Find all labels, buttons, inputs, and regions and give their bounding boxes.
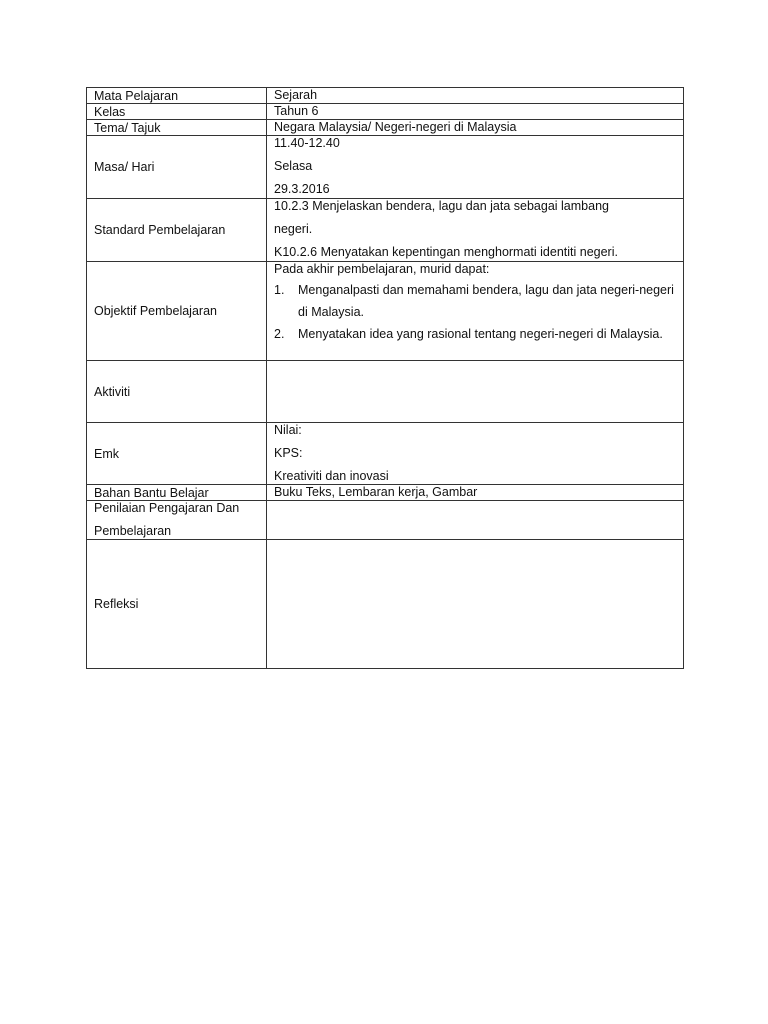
value-kelas: Tahun 6 <box>267 104 684 120</box>
value-bahan: Buku Teks, Lembaran kerja, Gambar <box>267 485 684 501</box>
row-objektif <box>87 262 684 361</box>
value-refleksi <box>267 540 684 669</box>
row-kelas <box>87 104 684 120</box>
row-mata-pelajaran <box>87 88 684 104</box>
row-masa <box>87 136 684 199</box>
list-item-number: 2. <box>274 327 285 341</box>
objektif-intro: Pada akhir pembelajaran, murid dapat: <box>274 262 490 276</box>
row-tema <box>87 120 684 136</box>
emk-kps: KPS: <box>274 446 303 460</box>
masa-time: 11.40-12.40 <box>274 136 340 150</box>
lesson-plan-table <box>86 87 684 669</box>
label-mata-pelajaran: Mata Pelajaran <box>87 88 267 104</box>
list-item-number: 1. <box>274 283 285 297</box>
label-standard: Standard Pembelajaran <box>87 199 267 262</box>
emk-nilai: Nilai: <box>274 423 302 437</box>
label-refleksi: Refleksi <box>87 540 267 669</box>
row-emk <box>87 423 684 485</box>
value-objektif <box>267 262 684 361</box>
value-tema: Negara Malaysia/ Negeri-negeri di Malaysia <box>267 120 684 136</box>
label-tema: Tema/ Tajuk <box>87 120 267 136</box>
emk-kreativiti: Kreativiti dan inovasi <box>274 469 389 483</box>
value-mata-pelajaran: Sejarah <box>267 88 684 104</box>
penilaian-label-line1: Penilaian Pengajaran Dan <box>94 501 240 515</box>
masa-date: 29.3.2016 <box>274 182 330 196</box>
label-aktiviti: Aktiviti <box>87 361 267 423</box>
label-penilaian <box>87 501 267 540</box>
standard-line1: 10.2.3 Menjelaskan bendera, lagu dan jata sebagai lambang <box>274 199 609 213</box>
standard-line2: K10.2.6 Menyatakan kepentingan menghormati identiti negeri. <box>274 245 618 259</box>
row-penilaian <box>87 501 684 540</box>
label-bahan: Bahan Bantu Belajar <box>87 485 267 501</box>
row-refleksi <box>87 540 684 669</box>
row-aktiviti <box>87 361 684 423</box>
standard-line1b: negeri. <box>274 222 313 236</box>
value-penilaian <box>267 501 684 540</box>
row-standard <box>87 199 684 262</box>
penilaian-label-line2: Pembelajaran <box>94 524 172 538</box>
value-emk <box>267 423 684 485</box>
row-bahan <box>87 485 684 501</box>
objektif-list <box>274 279 683 345</box>
label-emk: Emk <box>87 423 267 485</box>
label-kelas: Kelas <box>87 104 267 120</box>
list-item <box>274 279 683 323</box>
list-item <box>274 323 683 345</box>
list-item-text: Menganalpasti dan memahami bendera, lagu dan jata negeri-negeri di Malaysia. <box>298 283 674 319</box>
value-standard <box>267 199 684 262</box>
label-objektif: Objektif Pembelajaran <box>87 262 267 361</box>
value-aktiviti <box>267 361 684 423</box>
label-masa: Masa/ Hari <box>87 136 267 199</box>
value-masa <box>267 136 684 199</box>
masa-day: Selasa <box>274 159 313 173</box>
list-item-text: Menyatakan idea yang rasional tentang negeri-negeri di Malaysia. <box>298 327 663 341</box>
